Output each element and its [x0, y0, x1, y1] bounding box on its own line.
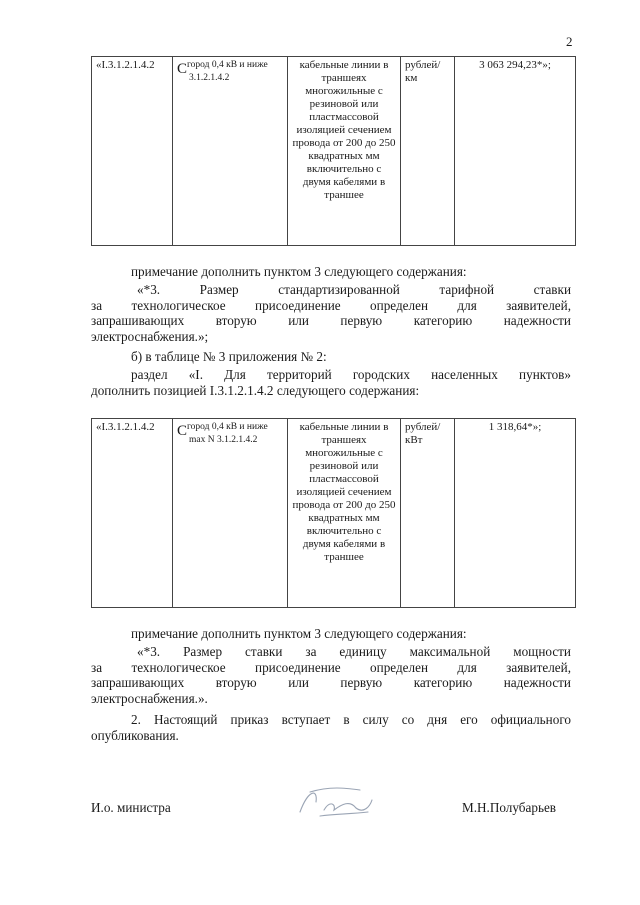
text-line: электроснабжения.». [91, 690, 208, 706]
unit-cell: рублей/ км [401, 57, 455, 246]
symbol-letter: C [177, 61, 188, 77]
text-line: опубликования. [91, 727, 179, 743]
text-line: за технологическое присоединение определен для заявителей, [91, 659, 571, 675]
signatory-name: М.Н.Полубарьев [462, 800, 557, 815]
page-number: 2 [566, 34, 573, 49]
handwritten-signature [290, 780, 380, 820]
symbol-superscript: город 0,4 кВ и ниже [187, 60, 268, 70]
unit-cell: рублей/ кВт [401, 419, 455, 608]
rate-symbol [173, 57, 288, 246]
text-line: «*3. Размер стандартизированной тарифной ставки [137, 282, 571, 297]
paragraph-table3: б) в таблице № 3 приложения № 2: [131, 349, 327, 364]
position-code: «I.3.1.2.1.4.2 [92, 419, 173, 608]
paragraph-note-text-1 [91, 282, 571, 344]
description-cell: кабельные линии в траншеях многожильные с резиновой или пластмассовой изоляцией сечением провода от 200 до 250 квадратных мм включительно с двумя кабелями в траншее [288, 419, 401, 608]
text-line: дополнить позицией I.3.1.2.1.4.2 следующего содержания: [91, 382, 420, 398]
text-line: электроснабжения.»; [91, 328, 209, 344]
symbol-superscript: город 0,4 кВ и ниже [187, 422, 268, 432]
position-code: «I.3.1.2.1.4.2 [92, 57, 173, 246]
value-cell: 3 063 294,23*»; [455, 57, 576, 246]
symbol-subscript: 3.1.2.1.4.2 [189, 73, 230, 83]
signatory-title: И.о. министра [91, 800, 171, 815]
paragraph-note-2: примечание дополнить пунктом 3 следующего содержания: [131, 626, 467, 641]
paragraph-section [91, 367, 571, 398]
paragraph-effective [91, 712, 571, 743]
text-line: 2. Настоящий приказ вступает в силу со дня его официального [131, 712, 571, 727]
text-line: за технологическое присоединение определен для заявителей, [91, 297, 571, 313]
text-line: «*3. Размер ставки за единицу максимальной мощности [137, 644, 571, 659]
text-line: раздел «I. Для территорий городских населенных пунктов» [131, 367, 571, 382]
tariff-table-row-1 [91, 56, 576, 246]
symbol-subscript: max N 3.1.2.1.4.2 [189, 435, 258, 445]
text-line: запрашивающих вторую или первую категорию надежности [91, 313, 571, 328]
text-line: запрашивающих вторую или первую категорию надежности [91, 675, 571, 690]
value-cell: 1 318,64*»; [455, 419, 576, 608]
paragraph-note-text-2 [91, 644, 571, 706]
rate-symbol [173, 419, 288, 608]
tariff-table-row-2 [91, 418, 576, 608]
paragraph-note-1: примечание дополнить пунктом 3 следующего содержания: [131, 264, 467, 279]
symbol-letter: C [177, 423, 188, 439]
description-cell: кабельные линии в траншеях многожильные с резиновой или пластмассовой изоляцией сечением провода от 200 до 250 квадратных мм включительно с двумя кабелями в траншее [288, 57, 401, 246]
